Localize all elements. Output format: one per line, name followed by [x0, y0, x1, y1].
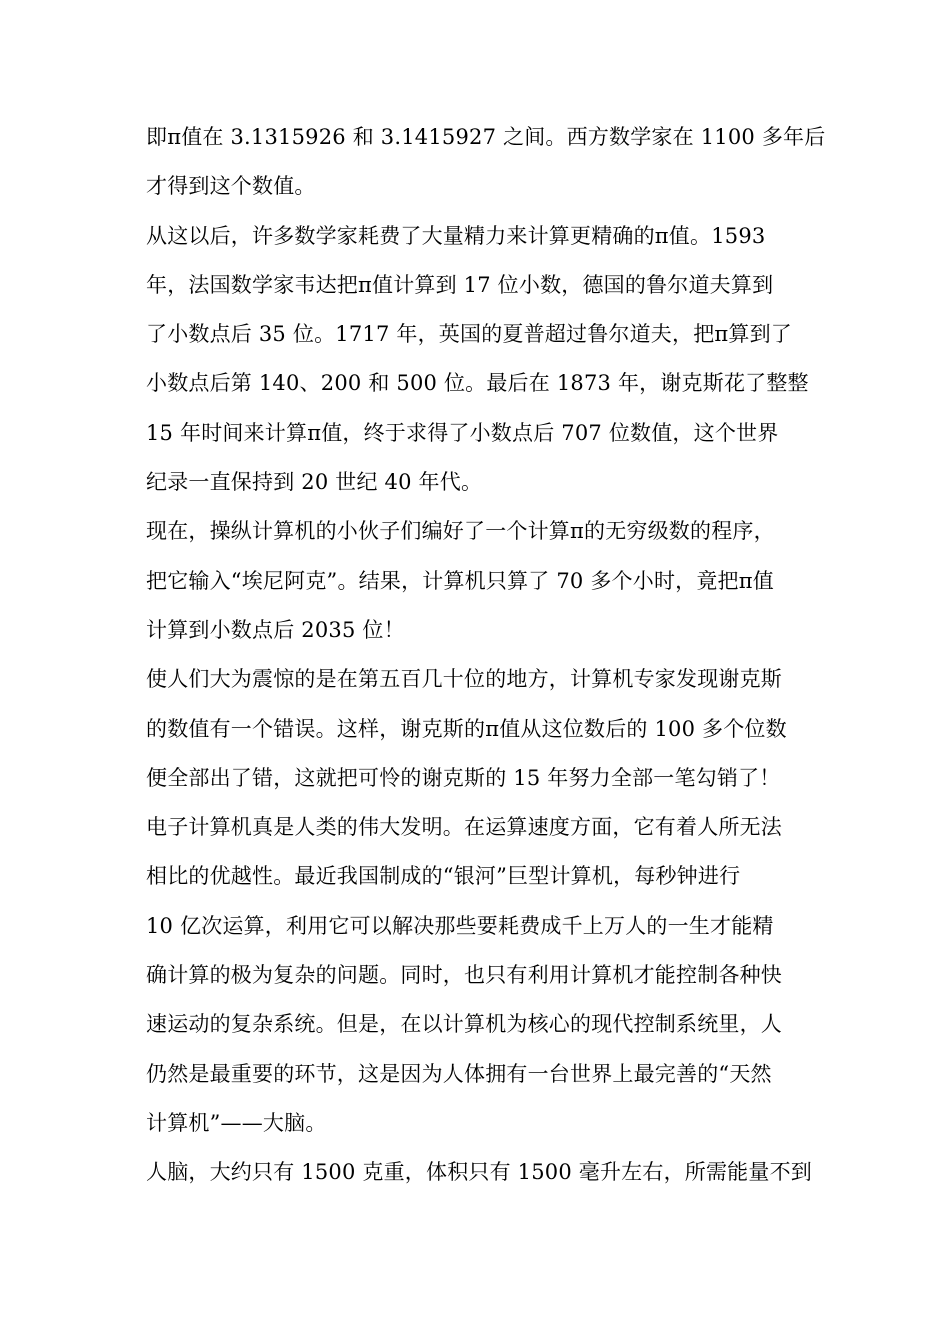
text-line: 小数点后第 140、200 和 500 位。最后在 1873 年，谢克斯花了整整	[146, 371, 809, 396]
text-line: 15 年时间来计算π值，终于求得了小数点后 707 位数值，这个世界	[146, 420, 779, 445]
text-line: 仍然是最重要的环节，这是因为人体拥有一台世界上最完善的“天然	[146, 1061, 772, 1086]
text-line: 了小数点后 35 位。1717 年，英国的夏普超过鲁尔道夫，把π算到了	[146, 322, 792, 347]
document-body	[146, 113, 826, 1198]
text-line: 即π值在 3.1315926 和 3.1415927 之间。西方数学家在 1100 多年后	[146, 125, 826, 149]
paragraph	[146, 507, 810, 655]
paragraph	[146, 212, 810, 508]
text-line: 相比的优越性。最近我国制成的“银河”巨型计算机，每秒钟进行	[146, 864, 741, 889]
text-line: 使人们大为震惊的是在第五百几十位的地方，计算机专家发现谢克斯	[146, 667, 782, 692]
text-line: 确计算的极为复杂的问题。同时，也只有利用计算机才能控制各种快	[146, 963, 782, 988]
text-line: 计算到小数点后 2035 位！	[146, 617, 405, 642]
text-line: 现在，操纵计算机的小伙子们编好了一个计算π的无穷级数的程序，	[146, 519, 775, 544]
paragraph	[146, 803, 810, 1148]
text-line: 人脑，大约只有 1500 克重，体积只有 1500 毫升左右，所需能量不到	[146, 1160, 812, 1185]
text-line: 计算机”——大脑。	[146, 1110, 327, 1135]
text-line: 纪录一直保持到 20 世纪 40 年代。	[146, 470, 483, 495]
paragraph	[146, 655, 810, 803]
paragraph	[146, 1148, 810, 1197]
text-line: 10 亿次运算，利用它可以解决那些要耗费成千上万人的一生才能精	[146, 913, 774, 938]
text-line: 才得到这个数值。	[146, 174, 316, 199]
text-line: 便全部出了错，这就把可怜的谢克斯的 15 年努力全部一笔勾销了！	[146, 765, 781, 790]
text-line: 速运动的复杂系统。但是，在以计算机为核心的现代控制系统里，人	[146, 1012, 782, 1037]
text-line: 电子计算机真是人类的伟大发明。在运算速度方面，它有着人所无法	[146, 815, 782, 840]
paragraph	[146, 113, 826, 212]
text-line: 的数值有一个错误。这样，谢克斯的π值从这位数后的 100 多个位数	[146, 716, 787, 741]
text-line: 从这以后，许多数学家耗费了大量精力来计算更精确的π值。1593	[146, 223, 766, 248]
text-line: 把它输入“埃尼阿克”。结果，计算机只算了 70 多个小时，竟把π值	[146, 568, 774, 593]
text-line: 年，法国数学家韦达把π值计算到 17 位小数，德国的鲁尔道夫算到	[146, 272, 774, 297]
